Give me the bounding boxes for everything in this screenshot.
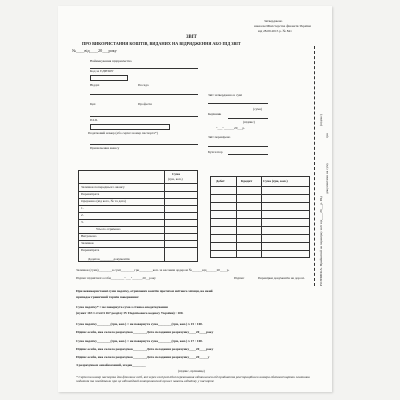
accounting-row-line [210, 218, 310, 219]
receipt-text: РОЗПИСКА. Прийнятий на перевірку звіт від____20___р. Під [319, 195, 323, 286]
accounting-row-line [210, 242, 310, 243]
row-overspend: Перевитрата [81, 192, 100, 196]
advance-table-sum-header: Сума [172, 172, 180, 176]
tax-calc-15-signature: Підпис особи, яка склала розрахунок________Дата складання розрахунку____20____року [76, 330, 214, 334]
enterprise-name-label: Найменування підприємства [90, 59, 132, 63]
tsekh-label: Цех [90, 102, 96, 106]
tax-heading-2: припадає граничний термін повернення: [76, 295, 139, 299]
accounting-row-line [210, 250, 310, 251]
row-spent: Витрачено [81, 234, 97, 238]
row-received-1: 1. [81, 206, 84, 210]
form-subtitle: ПРО ВИКОРИСТАННЯ КОШТІВ, ВИДАНИХ НА ВІДРЯДЖЕННЯ АБО ПІД ЗВІТ [82, 41, 241, 46]
col-debit: Дебет [216, 179, 225, 183]
receipt-text-3: грн [325, 133, 329, 138]
tax-formula-a: Сума податку* = не повернута сума з ставка оподаткування [76, 305, 168, 309]
report-form-page [58, 6, 332, 392]
manager-signature-caption: (підпис) [243, 120, 255, 124]
row-total-received: Усього отримано [96, 227, 121, 231]
row-line [78, 240, 198, 241]
footnote: * Серія та номер паспорта для фізичних осіб, які через свої релігійні переконання відмовилися від прийняття реєстраційного номера облікової картки платника податків та повідомили про це відповідний контролюючий орган і мають відмітку у паспорті. [76, 375, 310, 383]
approved-line-3: від 28.09.2015 р. № 841 [258, 29, 292, 33]
edrpou-field[interactable] [90, 75, 128, 81]
attachments-line: Додаток________документів [88, 257, 130, 261]
profession-label: Професія [138, 102, 152, 106]
acknowledged-line: З розрахунком ознайомлений, згоден________ [76, 363, 146, 367]
accountant-label: Бухгалтер [208, 150, 223, 154]
manager-date-line[interactable]: "___"______20___р. [216, 126, 246, 130]
accounting-table-header-line [210, 186, 310, 187]
checked-label: Звіт перевірено [208, 135, 231, 139]
acknowledged-caption: (підпис, прізвище) [178, 369, 205, 373]
col-sum: Сума (грн, коп.) [263, 179, 288, 183]
accounting-row-line [210, 226, 310, 227]
tax-heading-1: При невикористанні суми податку, отриманих коштів протягом звітного місяця, на який [76, 289, 213, 293]
form-title: ЗВІТ [186, 35, 197, 40]
advance-table-sum-unit: (грн, коп.) [168, 177, 183, 181]
advance-table-header-line [78, 183, 198, 184]
accounting-row-line [210, 202, 310, 203]
row-remaining: Залишок [81, 241, 94, 245]
approved-line-1: Затверджено [264, 19, 283, 23]
tear-off-line [314, 46, 315, 286]
signature-date-line: Підпис підзвітної особи________"___"______20__року [76, 276, 156, 280]
col-credit: Кредит [241, 179, 253, 183]
form-number-line: №____від____20___року [72, 48, 117, 53]
accounting-row-line [210, 234, 310, 235]
sum-caption: (сума) [253, 107, 262, 111]
tax-calc-15: Сума податку________(грн, коп.) = не повернута сума________(грн, коп.) x 15 : 100. [76, 322, 203, 326]
accountant-signature-line[interactable] [228, 154, 268, 155]
approved-sum-label: Звіт затверджено в сумі [208, 93, 243, 97]
receipt-signature-caption: (підпис) [319, 114, 323, 126]
tax-number-field[interactable] [90, 124, 170, 130]
row-received-2: 2. [81, 213, 84, 217]
accounting-row-line [210, 194, 310, 195]
row-received-3: 3. [81, 220, 84, 224]
tax-calc-17: Сума податку________(грн, коп.) = не повернута сума________(грн, коп.) x 17 : 100. [76, 339, 203, 343]
checked-line[interactable] [208, 146, 268, 147]
receipt-text-2: документами на суму [325, 162, 329, 194]
department-line[interactable] [90, 94, 198, 95]
row-line [78, 219, 198, 220]
row-overspend-2: Перевитрата [81, 248, 100, 252]
row-line [78, 205, 198, 206]
advance-purpose-line[interactable] [90, 144, 198, 145]
manager-signature-line[interactable] [228, 118, 268, 119]
tax-formula-b: (пункт 167.1 статті 167 розділу IV Податкового кодексу України) : 100. [76, 311, 184, 315]
tax-calc-17-signature: Підпис особи, яка склала розрахунок________Дата складання розрахунку____20____року [76, 347, 214, 351]
tsekh-line[interactable] [90, 116, 198, 117]
advance-purpose-label: Призначення авансу [90, 146, 120, 150]
row-received-from: Одержано (від кого, № та дата) [81, 199, 126, 203]
document-check-caption: Перевірки документів на дорозі. [258, 276, 305, 280]
signature-caption: Підпис [234, 276, 245, 280]
tax-calc-3-signature: Підпис особи, яка склала розрахунок________Дата складання розрахунку____20_____у [76, 355, 210, 359]
row-line [78, 212, 198, 213]
accounting-row-line [210, 210, 310, 211]
accounting-table-divider-2 [261, 176, 262, 258]
edrpou-label: Код за ЄДРПОУ [90, 69, 114, 73]
approved-sum-line[interactable] [208, 103, 268, 104]
manager-label: Керівник [208, 112, 222, 116]
accounting-table-divider-1 [236, 176, 237, 258]
department-label: Відділ [90, 83, 100, 87]
approved-line-2: наказом Міністерства фінансів України [254, 24, 311, 28]
pib-label: П.І.Б. [90, 118, 99, 122]
row-line [78, 233, 198, 234]
position-label: Посада [138, 83, 149, 87]
row-prev-balance: Залишок попереднього авансу [81, 185, 125, 189]
accounting-table [210, 176, 310, 258]
tax-number-label: Податковий номер (або серія і номер паспорта*) [88, 131, 158, 135]
balance-line: Залишок (сума)________в сумі________грн________коп. за касовим ордером №______від______20____р. [76, 268, 230, 272]
